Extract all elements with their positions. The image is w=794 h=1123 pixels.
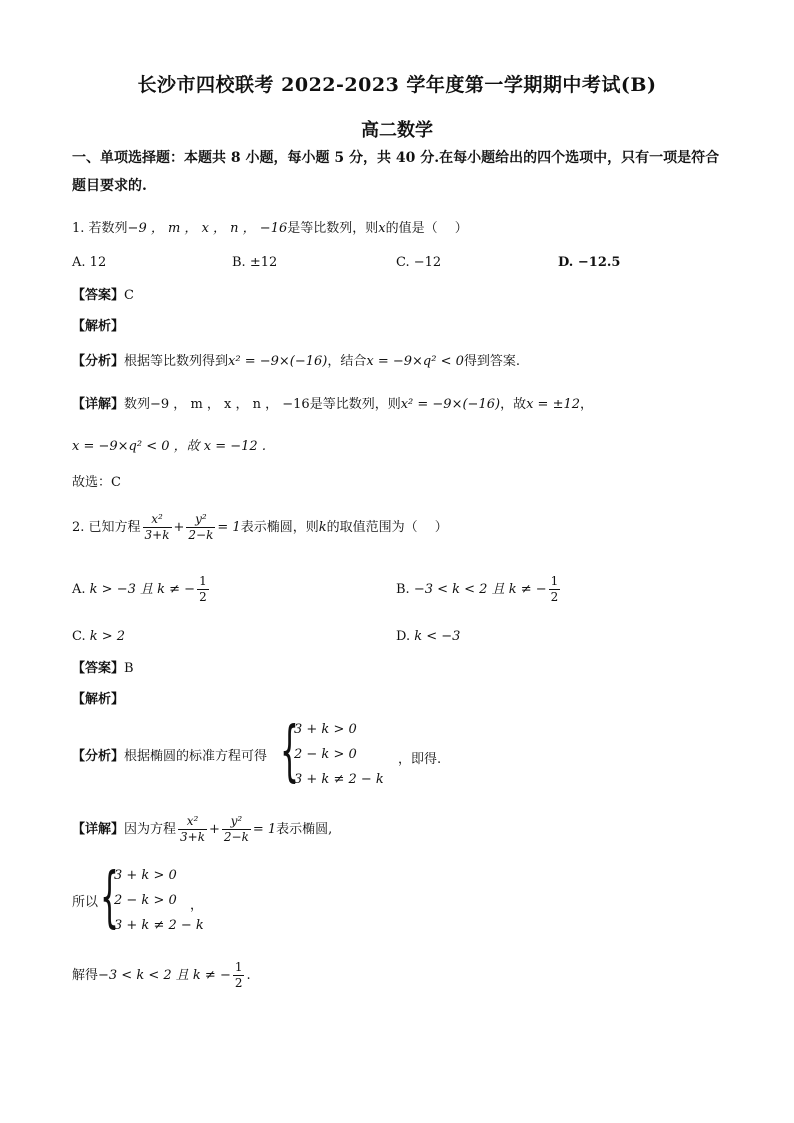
q2-frac-y: $\frac{\text{y²}}{2-k}$	[188, 512, 214, 542]
q2-frac-x: $\frac{\text{x²}}{3+k}$	[144, 512, 170, 542]
q1-sequence: −9 ， m ， x ， n ， −16	[127, 221, 288, 236]
q2-xiangjie: 【详解】因为方程 $\frac{\text{x²}}{3+k}$ + $\frac{\text{y²}}{2-k}$ = 1表示椭圆,	[72, 814, 333, 844]
q1-xiangjie: 【详解】数列−9 ， m ， x ， n ， −16是等比数列，则x² = −9×(−16)，故x = ±12，	[72, 397, 594, 412]
q2-analysis-tag: 【解析】	[72, 692, 125, 707]
q2-suoyi: 所以	[72, 895, 99, 910]
q2-option-a: A. k > −3 且 k ≠ − $\frac{1}{2}$	[72, 574, 207, 604]
q2-fenxi: 【分析】根据椭圆的标准方程可得	[72, 749, 268, 764]
q2-option-c: C. k > 2	[72, 629, 126, 644]
q2-xiangjie-system: { 3 + k > 0 2 − k > 0 3 + k ≠ 2 − k	[100, 858, 204, 935]
left-brace-icon: {	[280, 712, 299, 789]
q1-option-c: C. −12	[396, 255, 442, 270]
q2-result: 解得−3 < k < 2 且 k ≠ − $\frac{1}{2}$ .	[72, 960, 251, 990]
q1-analysis-tag: 【解析】	[72, 319, 125, 334]
page-subtitle: 高二数学	[361, 120, 433, 141]
q2-option-b: B. −3 < k < 2 且 k ≠ − $\frac{1}{2}$	[396, 574, 559, 604]
q2-sys-end: ，	[190, 898, 204, 913]
q1-xiangjie-line2: x = −9×q² < 0 ，故 x = −12 .	[72, 439, 266, 454]
q2-answer: 【答案】B	[72, 661, 134, 676]
q2-option-d: D. k < −3	[396, 629, 461, 644]
q2-stem: 2. 已知方程 $\frac{\text{x²}}{3+k}$ + $\frac{\text{y²}}{2-k}$ = 1表示椭圆，则k的取值范围为（ ）	[72, 512, 448, 542]
q1-answer: 【答案】C	[72, 288, 134, 303]
page-title: 长沙市四校联考 2022-2023 学年度第一学期期中考试(B)	[137, 74, 657, 96]
section-heading: 一、单项选择题：本题共 8 小题，每小题 5 分，共 40 分.在每小题给出的四个选项中，只有一项是符合题目要求的.	[72, 150, 720, 194]
q2-fenxi-end: ，即得.	[398, 752, 442, 767]
q1-option-a: A. 12	[72, 255, 107, 270]
q1-fenxi: 【分析】根据等比数列得到x² = −9×(−16)，结合x = −9×q² < 0得到答案.	[72, 354, 521, 369]
q1-stem: 1. 若数列−9 ， m ， x ， n ， −16是等比数列，则x的值是（ ）	[72, 221, 468, 236]
left-brace-icon: {	[100, 858, 119, 935]
q1-choose: 故选：C	[72, 475, 121, 490]
q1-option-b: B. ±12	[232, 255, 278, 270]
q2-fenxi-system: { 3 + k > 0 2 − k > 0 3 + k ≠ 2 − k	[280, 712, 384, 789]
q1-option-d: D. −12.5	[558, 255, 621, 270]
